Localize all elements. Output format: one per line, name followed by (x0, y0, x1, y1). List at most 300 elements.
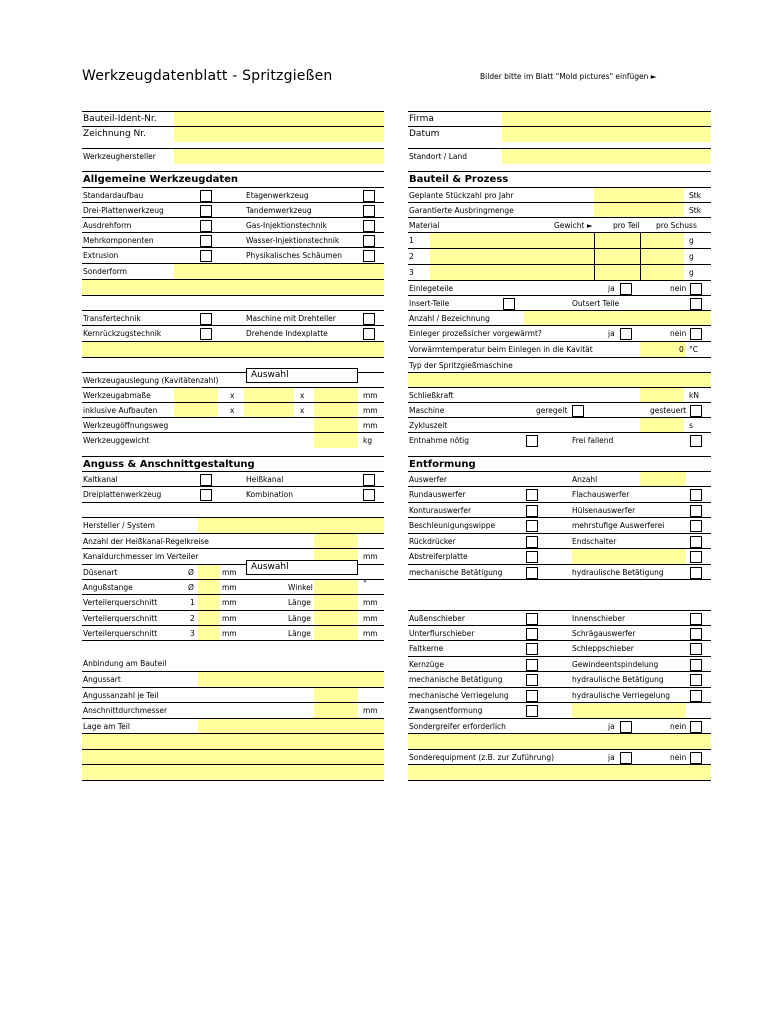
unit-mm: mm (222, 568, 237, 577)
duese-field[interactable] (198, 565, 220, 580)
material-number: 1 (409, 236, 414, 245)
row-material-3 (408, 264, 711, 280)
label-firma: Firma (409, 114, 434, 124)
ident-field[interactable] (174, 112, 384, 127)
row-kernzuege (408, 656, 711, 672)
winkel-field[interactable] (314, 580, 358, 595)
row-mech1 (408, 564, 711, 580)
label-wasser: Wasser-Injektionstechnik (246, 236, 340, 245)
label-auslegung: Werkzeugauslegung (Kavitätenzahl) (83, 376, 219, 385)
unit-mm: mm (363, 706, 378, 715)
checkbox-mehrstufig[interactable] (690, 520, 702, 532)
sep-x: x (230, 406, 235, 415)
checkbox-kombination[interactable] (363, 489, 375, 501)
label-drei: Drei-Plattenwerkzeug (83, 206, 164, 215)
row-zwang (408, 702, 711, 718)
label-indexplatte: Drehende Indexplatte (246, 329, 328, 338)
label-mech2: mechanische Betätigung (409, 675, 503, 684)
checkbox-endschalter[interactable] (690, 536, 702, 548)
section-bauteil (408, 171, 711, 187)
label-ausdreh: Ausdrehform (83, 221, 132, 230)
verteiler-1-field[interactable] (198, 595, 220, 610)
gewicht-field[interactable] (314, 433, 358, 448)
sondergreifer-extra-field[interactable] (408, 734, 711, 749)
checkbox-indexplatte[interactable] (363, 328, 375, 340)
divider-right-1 (408, 579, 711, 581)
cell-divider (640, 265, 641, 280)
label-nein: nein (670, 753, 687, 762)
row-rund (408, 486, 711, 502)
checkbox-sondergreifer-ja[interactable] (620, 721, 632, 733)
abstreif-field[interactable] (572, 549, 686, 564)
row-kaltkanal (82, 471, 384, 487)
checkbox-innen[interactable] (690, 613, 702, 625)
row-lage (82, 718, 384, 734)
row-material-1 (408, 232, 711, 248)
row-system (82, 517, 384, 533)
ausbringmenge-field[interactable] (594, 203, 684, 218)
checkbox-rueck[interactable] (526, 536, 538, 548)
anzahl-bez-field[interactable] (524, 311, 711, 326)
label-innen: Innenschieber (572, 614, 626, 623)
material-3-teil-field[interactable] (594, 265, 640, 280)
checkbox-kontur[interactable] (526, 505, 538, 517)
row-verriegelung (408, 687, 711, 703)
label-transfer: Transfertechnik (83, 314, 141, 323)
label-system: Hersteller / System (83, 521, 155, 530)
aufbau-1-field[interactable] (174, 403, 218, 418)
label-hydr1: hydraulische Betätigung (572, 568, 664, 577)
label-material: Material (409, 221, 440, 230)
label-pro-schuss: pro Schuss (656, 221, 697, 230)
label-mechver: mechanische Verriegelung (409, 691, 509, 700)
checkbox-abstreif-extra[interactable] (690, 551, 702, 563)
row-zyklus (408, 417, 711, 433)
checkbox-flach[interactable] (690, 489, 702, 501)
row-firma (408, 111, 711, 127)
label-pro-teil: pro Teil (613, 221, 640, 230)
transfer-extra-field[interactable] (82, 342, 384, 357)
checkbox-einleger-ja[interactable] (620, 328, 632, 340)
checkbox-gesteuert[interactable] (690, 405, 702, 417)
label-einlegeteile: Einlegeteile (409, 284, 453, 293)
unit-mm: mm (363, 552, 378, 561)
label-mehrstufig: mehrstufige Auswerferei (572, 521, 665, 530)
checkbox-zwang[interactable] (526, 705, 538, 717)
label-faltkerne: Faltkerne (409, 644, 444, 653)
material-1-teil-field[interactable] (594, 233, 640, 248)
row-zeichnung (82, 126, 384, 142)
standort-field[interactable] (502, 149, 711, 164)
verteiler-1-laenge-field[interactable] (314, 595, 358, 610)
checkbox-hydr2[interactable] (690, 674, 702, 686)
verteiler-number: 3 (190, 629, 195, 638)
label-rund: Rundauswerfer (409, 490, 466, 499)
verteiler-3-field[interactable] (198, 626, 220, 641)
row-insert (408, 295, 711, 311)
section-title-anguss: Anguss & Anschnittgestaltung (83, 459, 255, 470)
cell-divider (640, 233, 641, 248)
label-endschalter: Endschalter (572, 537, 617, 546)
row-maschinentyp (408, 357, 711, 373)
unit-mm: mm (363, 406, 378, 415)
checkbox-faltkerne[interactable] (526, 643, 538, 655)
unit-mm: mm (222, 629, 237, 638)
material-1-schuss-field[interactable] (640, 233, 684, 248)
unit-mm: mm (222, 583, 237, 592)
section-title-allgemeine: Allgemeine Werkzeugdaten (83, 174, 239, 185)
label-tandem: Tandemwerkzeug (246, 206, 312, 215)
abmass-2-field[interactable] (244, 388, 294, 403)
unit-g: g (689, 252, 694, 261)
label-schliess: Schließkraft (409, 391, 454, 400)
checkbox-kernrueck[interactable] (200, 328, 212, 340)
checkbox-standard[interactable] (200, 190, 212, 202)
unit-mm: mm (222, 598, 237, 607)
checkbox-outsert[interactable] (690, 298, 702, 310)
material-number: 3 (409, 268, 414, 277)
label-hydrver: hydraulische Verriegelung (572, 691, 670, 700)
label-angussart: Angussart (83, 675, 121, 684)
checkbox-etagen[interactable] (363, 190, 375, 202)
unit-stk: Stk (689, 191, 702, 200)
label-etagen: Etagenwerkzeug (246, 191, 309, 200)
label-schraeg: Schrägauswerfer (572, 629, 636, 638)
lage-field[interactable] (198, 719, 384, 734)
label-gewicht-arrow: Gewicht ► (554, 221, 593, 230)
unit-mm: mm (363, 598, 378, 607)
duese-select-value: Auswahl (251, 562, 289, 572)
row-mehrk (82, 232, 384, 248)
checkbox-schraeg[interactable] (690, 628, 702, 640)
cell-divider (594, 265, 595, 280)
checkbox-mechver[interactable] (526, 690, 538, 702)
checkbox-rund[interactable] (526, 489, 538, 501)
material-1-field[interactable] (430, 233, 594, 248)
row-einlegeteile (408, 280, 711, 296)
regelkreise-field[interactable] (314, 534, 358, 549)
checkbox-abstreif[interactable] (526, 551, 538, 563)
row-sonderequip (408, 749, 711, 765)
auslegung-select[interactable] (246, 368, 358, 383)
label-einleger: Einleger prozeßsicher vorgewärmt? (409, 329, 542, 338)
row-transfer (82, 310, 384, 326)
row-aufbauten (82, 402, 384, 418)
unit-stk: Stk (689, 206, 702, 215)
sep-x: x (230, 391, 235, 400)
label-zwang: Zwangsentformung (409, 706, 483, 715)
system-field[interactable] (198, 518, 384, 533)
label-outsert: Outsert Teile (572, 299, 620, 308)
row-sonderform (82, 263, 384, 279)
label-laenge: Länge (288, 598, 311, 607)
unit-mm: mm (363, 614, 378, 623)
checkbox-kaltkanal[interactable] (200, 474, 212, 486)
aufbau-2-field[interactable] (244, 403, 294, 418)
label-schlepp: Schleppschieber (572, 644, 634, 653)
duese-select[interactable] (246, 560, 358, 575)
label-lage: Lage am Teil (83, 722, 130, 731)
zyklus-field[interactable] (640, 418, 684, 433)
checkbox-beschl[interactable] (526, 520, 538, 532)
row-lage-extra-2 (82, 749, 384, 765)
label-ja: ja (608, 284, 615, 293)
label-nein: nein (670, 284, 687, 293)
unit-s: s (689, 421, 693, 430)
row-schliess (408, 387, 711, 403)
label-vorwaerm: Vorwärmtemperatur beim Einlegen in die Kavität (409, 345, 593, 354)
label-dreiplatten: Dreiplattenwerkzeug (83, 490, 162, 499)
row-anbindung (82, 656, 384, 671)
label-unterflur: Unterflurschieber (409, 629, 475, 638)
row-datum (408, 126, 711, 142)
section-title-entformung: Entformung (409, 459, 476, 470)
unit-g: g (689, 236, 694, 245)
angussstange-field[interactable] (198, 580, 220, 595)
label-entnahme: Entnahme nötig (409, 436, 469, 445)
label-angussstange: Angußstange (83, 583, 133, 592)
checkbox-freifallend[interactable] (690, 435, 702, 447)
stueckzahl-field[interactable] (594, 188, 684, 203)
label-verteiler: Verteilerquerschnitt (83, 598, 158, 607)
checkbox-dreiplatten[interactable] (200, 489, 212, 501)
checkbox-hydrver[interactable] (690, 690, 702, 702)
material-2-schuss-field[interactable] (640, 249, 684, 264)
anschnitt-field[interactable] (314, 703, 358, 718)
row-stueckzahl (408, 187, 711, 203)
section-title-bauteil: Bauteil & Prozess (409, 174, 509, 185)
checkbox-schaum[interactable] (363, 250, 375, 262)
row-unterflur (408, 625, 711, 641)
checkbox-ausdreh[interactable] (200, 220, 212, 232)
label-regelkreise: Anzahl der Heißkanal-Regelkreise (83, 537, 209, 546)
label-angussanzahl: Angussanzahl je Teil (83, 691, 159, 700)
checkbox-sondergreifer-nein[interactable] (690, 721, 702, 733)
row-angussstange (82, 579, 384, 595)
aufbau-3-field[interactable] (314, 403, 358, 418)
lage-extra-1-field[interactable] (82, 734, 384, 749)
checkbox-sonderequip-nein[interactable] (690, 752, 702, 764)
label-datum: Datum (409, 129, 440, 139)
diameter-sign: Ø (188, 583, 194, 592)
label-ja: ja (608, 329, 615, 338)
label-heisskanal: Heißkanal (246, 475, 284, 484)
hersteller-field[interactable] (174, 149, 384, 164)
section-allgemeine (82, 171, 384, 187)
sonderequip-extra-field[interactable] (408, 765, 711, 780)
checkbox-extrusion[interactable] (200, 250, 212, 262)
checkbox-mehrk[interactable] (200, 235, 212, 247)
row-rueck (408, 533, 711, 549)
label-geregelt: geregelt (536, 406, 568, 415)
checkbox-drei[interactable] (200, 205, 212, 217)
label-maschine: Maschine (409, 406, 445, 415)
row-sonderequip-extra (408, 764, 711, 780)
zeichnung-field[interactable] (174, 127, 384, 142)
row-material-header (408, 217, 711, 233)
auslegung-select-value: Auswahl (251, 370, 289, 380)
row-aussen (408, 610, 711, 626)
label-insert: Insert-Teile (409, 299, 450, 308)
unit-mm: mm (222, 614, 237, 623)
sonderform-field[interactable] (174, 264, 384, 279)
label-verteiler: Verteilerquerschnitt (83, 614, 158, 623)
row-auswerfer (408, 471, 711, 487)
lage-extra-2-field[interactable] (82, 750, 384, 765)
label-anbindung: Anbindung am Bauteil (83, 659, 167, 668)
unit-mm: mm (363, 629, 378, 638)
row-standort (408, 148, 711, 164)
row-mech2 (408, 671, 711, 687)
divider-left-3 (82, 502, 384, 504)
checkbox-mech2[interactable] (526, 674, 538, 686)
label-freifallend: Frei fallend (572, 436, 614, 445)
firma-field[interactable] (502, 112, 711, 127)
sonderform-extra-field[interactable] (82, 280, 384, 295)
checkbox-geregelt[interactable] (572, 405, 584, 417)
label-laenge: Länge (288, 614, 311, 623)
label-standort: Standort / Land (409, 152, 468, 161)
checkbox-huelsen[interactable] (690, 505, 702, 517)
label-kombination: Kombination (246, 490, 293, 499)
label-ident: Bauteil-Ident-Nr. (83, 114, 157, 124)
oeffnung-field[interactable] (314, 418, 358, 433)
checkbox-insert[interactable] (503, 298, 515, 310)
label-extrusion: Extrusion (83, 251, 119, 260)
label-mech1: mechanische Betätigung (409, 568, 503, 577)
auswerfer-anzahl-field[interactable] (640, 472, 686, 487)
vorwaerm-value: 0 (679, 345, 684, 354)
row-standard (82, 187, 384, 203)
row-ausbringmenge (408, 202, 711, 218)
checkbox-hydr1[interactable] (690, 567, 702, 579)
row-einleger (408, 325, 711, 341)
row-abstreif (408, 548, 711, 564)
label-sondergreifer: Sondergreifer erforderlich (409, 722, 506, 731)
datum-field[interactable] (502, 127, 711, 142)
label-beschl: Beschleunigungswippe (409, 521, 496, 530)
label-ausbringmenge: Garantierte Ausbringmenge (409, 206, 514, 215)
verteiler-2-field[interactable] (198, 611, 220, 626)
row-lage-extra-3 (82, 764, 384, 780)
label-drehteller: Maschine mit Drehteller (246, 314, 336, 323)
label-mehrk: Mehrkomponenten (83, 236, 154, 245)
material-3-schuss-field[interactable] (640, 265, 684, 280)
verteiler-number: 2 (190, 614, 195, 623)
maschinentyp-field[interactable] (408, 373, 711, 388)
row-ident (82, 111, 384, 127)
schliess-field[interactable] (640, 388, 684, 403)
unit-mm: mm (363, 421, 378, 430)
lage-extra-3-field[interactable] (82, 765, 384, 780)
label-schaum: Physikalisches Schäumen (246, 251, 343, 260)
checkbox-heisskanal[interactable] (363, 474, 375, 486)
cell-divider (594, 249, 595, 264)
label-hydr2: hydraulische Betätigung (572, 675, 664, 684)
row-drei (82, 202, 384, 218)
row-hersteller (82, 148, 384, 164)
verteiler-number: 1 (190, 598, 195, 607)
label-gewindeent: Gewindeentspindelung (572, 660, 659, 669)
checkbox-kernzuege[interactable] (526, 659, 538, 671)
row-verteiler-2 (82, 610, 384, 626)
row-maschine (408, 402, 711, 418)
angussart-field[interactable] (198, 672, 384, 687)
abmass-3-field[interactable] (314, 388, 358, 403)
checkbox-mech1[interactable] (526, 567, 538, 579)
checkbox-gasinj[interactable] (363, 220, 375, 232)
checkbox-transfer[interactable] (200, 313, 212, 325)
checkbox-einleger-nein[interactable] (690, 328, 702, 340)
checkbox-entnahme[interactable] (526, 435, 538, 447)
label-maschinentyp: Typ der Spritzgießmaschine (409, 361, 513, 370)
checkbox-unterflur[interactable] (526, 628, 538, 640)
label-aussen: Außenschieber (409, 614, 465, 623)
checkbox-einlegeteile-nein[interactable] (690, 283, 702, 295)
row-gewicht (82, 432, 384, 448)
checkbox-wasser[interactable] (363, 235, 375, 247)
material-2-teil-field[interactable] (594, 249, 640, 264)
checkbox-sonderequip-ja[interactable] (620, 752, 632, 764)
row-anzahl-bez (408, 310, 711, 326)
cell-divider (640, 249, 641, 264)
checkbox-einlegeteile-ja[interactable] (620, 283, 632, 295)
label-huelsen: Hülsenauswerfer (572, 506, 636, 515)
abmass-1-field[interactable] (174, 388, 218, 403)
label-sonderequip: Sonderequipment (z.B. zur Zuführung) (409, 753, 555, 762)
label-oeffnung: Werkzeugöffnungsweg (83, 421, 169, 430)
label-kanal: Kanaldurchmesser im Verteiler (83, 552, 199, 561)
label-hersteller: Werkzeughersteller (83, 152, 156, 161)
material-2-field[interactable] (430, 249, 594, 264)
label-anzahl-bez: Anzahl / Bezeichnung (409, 314, 490, 323)
verteiler-2-laenge-field[interactable] (314, 611, 358, 626)
checkbox-aussen[interactable] (526, 613, 538, 625)
divider-left-1 (82, 295, 384, 297)
row-sonderform-extra (82, 279, 384, 295)
label-verteiler: Verteilerquerschnitt (83, 629, 158, 638)
row-sondergreifer-extra (408, 733, 711, 749)
label-sonderform: Sonderform (83, 267, 128, 276)
sep-x: x (300, 406, 305, 415)
row-oeffnung (82, 417, 384, 433)
label-duese: Düsenart (83, 568, 118, 577)
row-angussanzahl (82, 687, 384, 703)
diameter-sign: Ø (188, 568, 194, 577)
checkbox-tandem[interactable] (363, 205, 375, 217)
verteiler-3-laenge-field[interactable] (314, 626, 358, 641)
material-3-field[interactable] (430, 265, 594, 280)
row-abmasse (82, 387, 384, 403)
row-vorwaerm (408, 341, 711, 357)
section-entformung (408, 456, 711, 472)
label-anzahl: Anzahl (572, 475, 598, 484)
divider-left-2 (82, 357, 384, 359)
checkbox-gewindeent[interactable] (690, 659, 702, 671)
angussanzahl-field[interactable] (314, 688, 358, 703)
label-kernrueck: Kernrückzugstechnik (83, 329, 162, 338)
row-regelkreise (82, 533, 384, 549)
divider-left-end (82, 780, 384, 782)
row-material-2 (408, 248, 711, 264)
row-dreiplatten (82, 486, 384, 502)
label-anschnitt: Anschnittdurchmesser (83, 706, 168, 715)
row-sondergreifer (408, 718, 711, 734)
label-stueckzahl: Geplante Stückzahl pro Jahr (409, 191, 514, 200)
zwang-field[interactable] (572, 703, 686, 718)
checkbox-schlepp[interactable] (690, 643, 702, 655)
checkbox-drehteller[interactable] (363, 313, 375, 325)
